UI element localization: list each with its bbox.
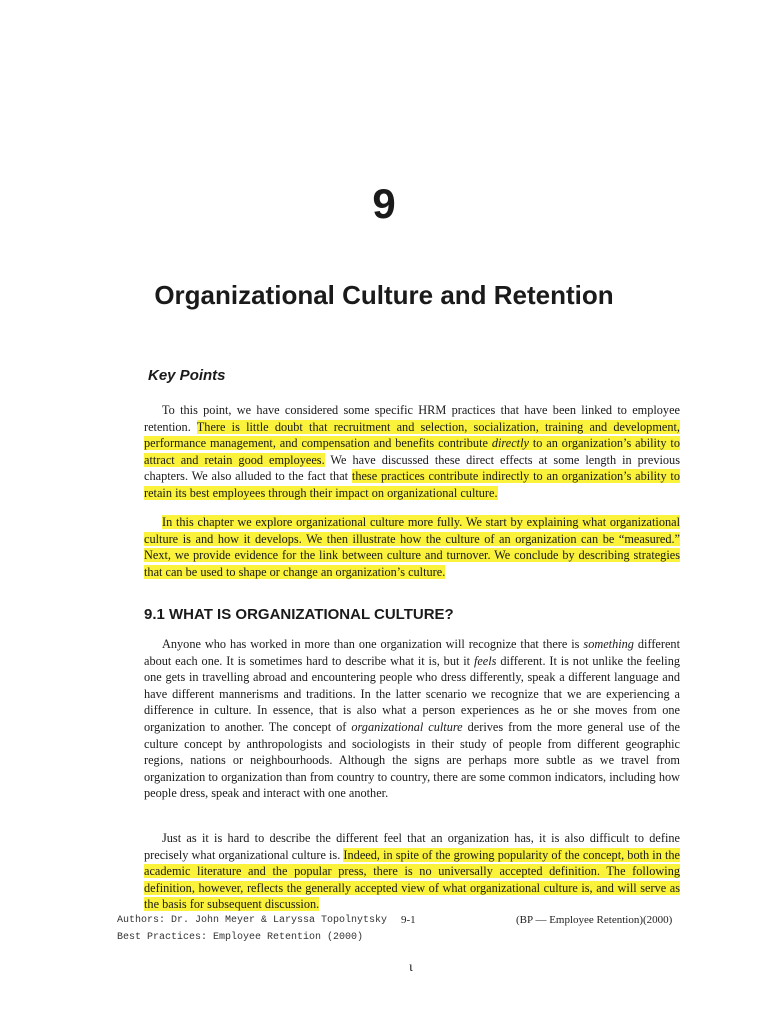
italic-text: feels (473, 653, 497, 668)
page-number: 9-1 (401, 914, 416, 926)
paragraph-culture-description (144, 636, 680, 802)
text-run: different. It is not unlike the feeling one gets in travelling abroad and encountering people who dress differently, speak a different language and have different mannerisms and traditions. In the latter scenario we recognize that we are experiencing a difference in culture. In essence, that is also what a person experiences as he or she moves from one organization to another. The concept of (144, 653, 680, 734)
footer-authors: Authors: Dr. John Meyer & Laryssa Topolnytsky (117, 915, 388, 926)
chapter-number: 9 (372, 180, 396, 227)
text-run: To this point, we have considered some specific HRM practices that have been linked to employee retention. (144, 403, 680, 434)
chapter-title: Organizational Culture and Retention (154, 280, 614, 310)
section-heading: 9.1 WHAT IS ORGANIZATIONAL CULTURE? (144, 606, 454, 623)
footer-right-text: (BP — Employee Retention)(2000) (516, 914, 673, 926)
footer-series: Best Practices: Employee Retention (2000) (117, 932, 364, 943)
italic-text: directly (491, 436, 529, 451)
text-run: We have discussed these direct effects at some length in previous chapters. We also alluded to the fact that (144, 452, 680, 484)
text-run: There is little doubt that recruitment and selection, socialization, training and development, performance management, and compensation and benefits contribute (144, 419, 680, 451)
highlighted-text: these practices contribute indirectly to an organization’s ability to retain its best employees through their impact on organizational culture. (144, 469, 680, 500)
key-points-heading: Key Points (148, 367, 226, 384)
paragraph-definition (144, 830, 680, 913)
italic-text: something (583, 637, 634, 651)
paragraph-chapter-overview (144, 514, 680, 580)
stray-mark: ι (409, 960, 413, 975)
italic-text: organizational culture (351, 719, 463, 734)
text-run: Anyone who has worked in more than one organization will recognize that there is (162, 637, 584, 651)
text-run: to an organization’s ability to attract and retain good employees. (144, 436, 680, 467)
highlighted-text: In this chapter we explore organizational culture more fully. We start by explaining what organizational culture is and how it develops. We then illustrate how the culture of an organization can be “measured.” Next, we provide evidence for the link between culture and turnover. We conclude by describing strategies that can be used to shape or change an organization’s culture. (144, 515, 680, 579)
text-run: Just as it is hard to describe the different feel that an organization has, it is also difficult to define precisely what organizational culture is. (144, 831, 680, 862)
text-run: derives from the more general use of the culture concept by anthropologists and sociologists in their study of people from different geographic regions, nations or neighbourhoods. Although the signs are perhaps more subtle as we travel from organization to organization than from country to country, there are some common indicators, including how people dress, speak and interact with one another. (144, 719, 680, 801)
text-run: different about each one. It is sometimes hard to describe what it is, but it (144, 637, 680, 668)
highlighted-text: Indeed, in spite of the growing popularity of the concept, both in the academic literature and the popular press, there is no universally accepted definition. The following definition, however, reflects the generally accepted view of what organizational culture is, and will serve as the basis for subsequent discussion. (144, 847, 680, 912)
paragraph-intro (144, 402, 680, 502)
